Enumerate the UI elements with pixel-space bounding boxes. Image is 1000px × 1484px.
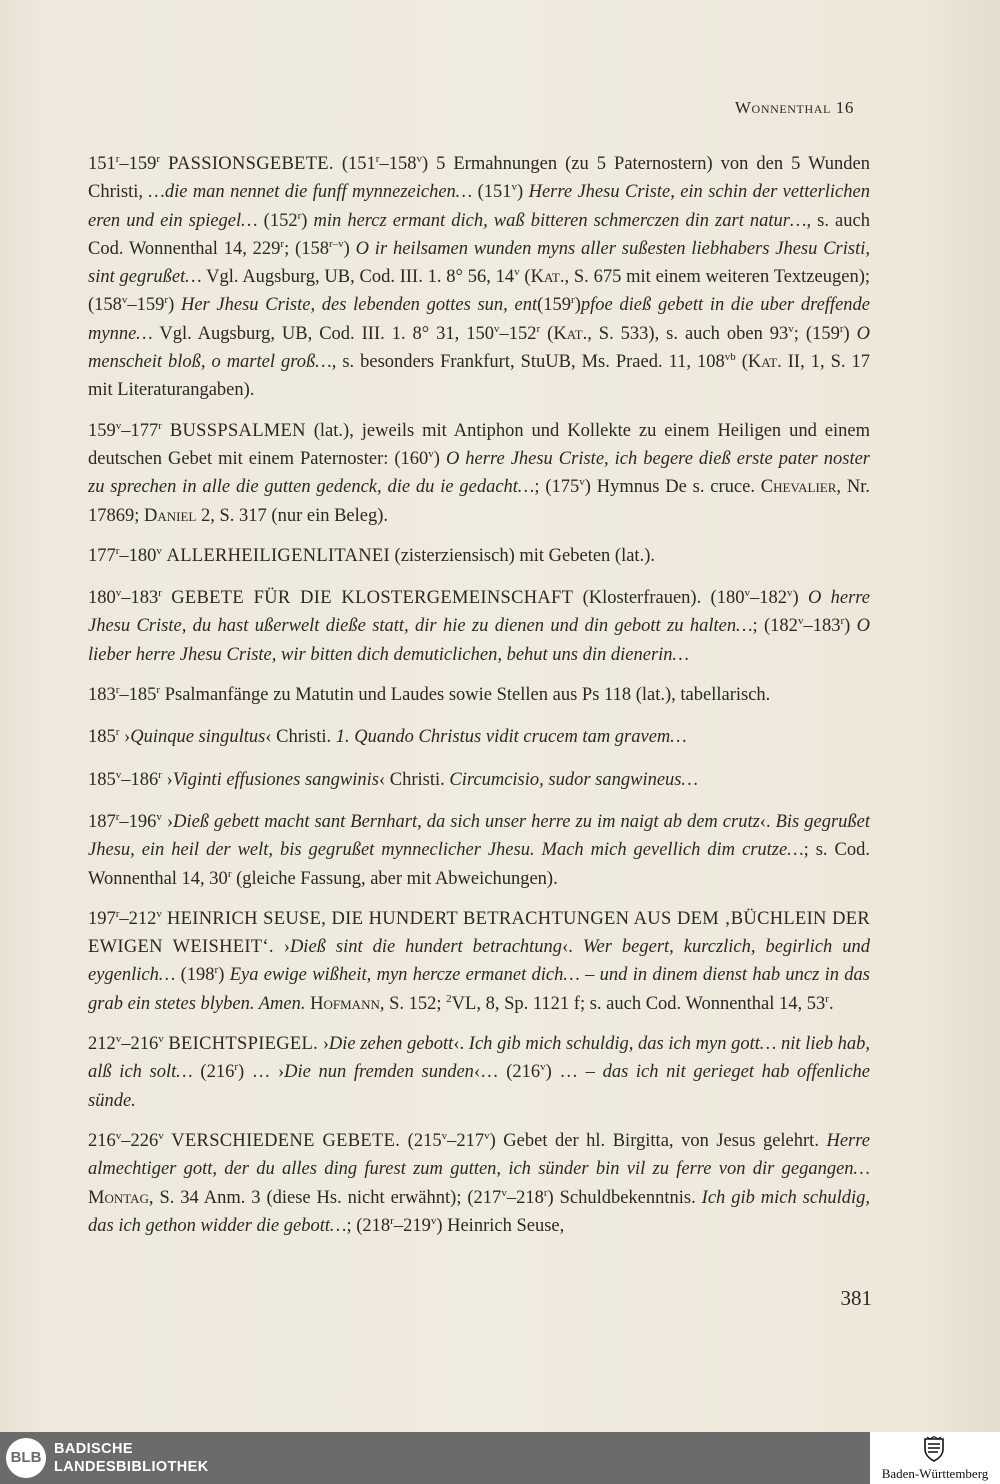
entry-beichtspiegel: 212$^v$–216$^v$ BEICHTSPIEGEL. ›Die zehen gebott‹. Ich gib mich schuldig, das ich myn gott… nit lieb hab, alß ich solt… (216$^r$) … ›Die nun fremden sunden‹… (216$^v$) … – das ich nit gerieget hab offenliche sünde. (88, 1032, 871, 1111)
entry-verschiedene-gebete: 216$^v$–226$^v$ VERSCHIEDENE GEBETE. (215$^v$–217$^v$) Gebet der hl. Birgitta, von Jesus gelehrt. Herre almechtiger gott, der du alles ding furest zum gutten, ich sünder bin vil zu ferre von dir gegangen… Montag, S. 34 Anm. 3 (diese Hs. nicht erwähnt); (217$^v$–218$^r$) Schuldbekenntnis. Ich gib mich schuldig, das ich gethon widder die gebott…; (218$^r$–219$^v$) Heinrich Seuse, (88, 1129, 870, 1236)
entry-bernhart: 187$^r$–196$^v$ ›Dieß gebett macht sant Bernhart, da sich unser herre zu im naigt ab dem crutz‹. Bis gegrußet Jhesu, ein heil der welt, bis gegrußet mynneclicher Jhesu. Mach mich gevellich dim crutze…; s. Cod. Wonnenthal 14, 30$^r$ (gleiche Fassung, aber mit Abweichungen). (88, 810, 870, 889)
entry-allerheiligenlitanei: 177$^r$–180$^v$ ALLERHEILIGENLITANEI (zisterziensisch) mit Gebeten (lat.). (88, 544, 655, 566)
library-name (54, 1440, 209, 1476)
entry-seuse: 197$^r$–212$^v$ HEINRICH SEUSE, DIE HUNDERT BETRACHTUNGEN AUS DEM ‚BÜCHLEIN DER EWIGEN WEISHEIT‘. ›Dieß sint die hundert betrachtung‹. Wer begert, kurczlich, begirlich und eygenlich… (198$^r$) Eya ewige wißheit, myn hercze ermanet dich… – und in dinem dienst hab uncz in das grab ein stetes blyben. Amen. Hofmann, S. 152; $^2$VL, 8, Sp. 1121 f; s. auch Cod. Wonnenthal 14, 53$^r$. (88, 907, 871, 1014)
state-logo-panel (870, 1432, 1000, 1484)
state-crest-icon (922, 1436, 946, 1462)
entry-klostergemeinschaft: 180$^v$–183$^r$ GEBETE FÜR DIE KLOSTERGEMEINSCHAFT (Klosterfrauen). (180$^v$–182$^v$) O herre Jhesu Criste, du hast ußerwelt dieße statt, dir hie zu dienen und din gebott zu halten…; (182$^v$–183$^r$) O lieber herre Jhesu Criste, wir bitten dich demuticlichen, behut uns din dienerin… (88, 587, 871, 665)
running-head: Wonnenthal 16 (734, 98, 854, 117)
entry-quinque-singultus: 185$^r$ ›Quinque singultus‹ Christi. 1. Quando Christus vidit crucem tam gravem… (88, 726, 687, 748)
library-footer (0, 1432, 1000, 1484)
state-label: Baden-Württemberg (881, 1466, 989, 1481)
blb-logo[interactable]: BLB (6, 1438, 46, 1478)
entry-busspsalmen: 159$^v$–177$^r$ BUSSPSALMEN (lat.), jeweils mit Antiphon und Kollekte zu einem Heiligen und einem deutschen Gebet mit einem Paternoster: (160$^v$) O herre Jhesu Criste, ich begere dieß erste pater noster zu sprechen in alle die gutten gedenck, die du ie gedacht…; (175$^v$) Hymnus De s. cruce. Chevalier, Nr. 17869; Daniel 2, S. 317 (nur ein Beleg). (88, 419, 870, 526)
library-name-line1: BADISCHE (54, 1441, 133, 1457)
entry-passionsgebete: 151$^r$–159$^r$ PASSIONSGEBETE. (151$^r$–158$^v$) 5 Ermahnungen (zu 5 Paternostern) von den 5 Wunden Christi, …die man nennet die funff mynnezeichen… (151$^v$) Herre Jhesu Criste, ein schin der vetterlichen eren und ein spiegel… (152$^r$) min hercz ermant dich, waß bitteren schmerczen din zart natur…, s. auch Cod. Wonnenthal 14, 229$^r$; (158$^{r-v}$) O ir heilsamen wunden myns aller sußesten liebhabers Jhesu Cristi, sint gegrußet… Vgl. Augsburg, UB, Cod. III. 1. 8° 56, 14$^v$ (Kat., S. 675 mit einem weiteren Textzeugen); (158$^v$–159$^r$) Her Jhesu Criste, des lebenden gottes sun, ent(159$^r$)pfoe dieß gebett in die uber dreffende mynne… Vgl. Augsburg, UB, Cod. III. 1. 8° 31, 150$^v$–152$^r$ (Kat., S. 533), s. auch oben 93$^v$; (159$^r$) O menscheit bloß, o martel groß…, s. besonders Frankfurt, StuUB, Ms. Praed. 11, $108^{vb}$ (Kat. II, 1, S. 17 mit Literaturangaben). (88, 152, 871, 401)
page-number: 381 (840, 1286, 872, 1310)
library-name-line2: LANDESBIBLIOTHEK (54, 1459, 209, 1475)
entry-psalmanfaenge: 183$^r$–185$^r$ Psalmanfänge zu Matutin und Laudes sowie Stellen aus Ps 118 (lat.), tabellarisch. (88, 683, 771, 706)
catalogue-text (88, 150, 870, 1252)
entry-viginti-effusiones: 185$^v$–186$^r$ ›Viginti effusiones sangwinis‹ Christi. Circumcisio, sudor sangwineus… (88, 768, 698, 790)
